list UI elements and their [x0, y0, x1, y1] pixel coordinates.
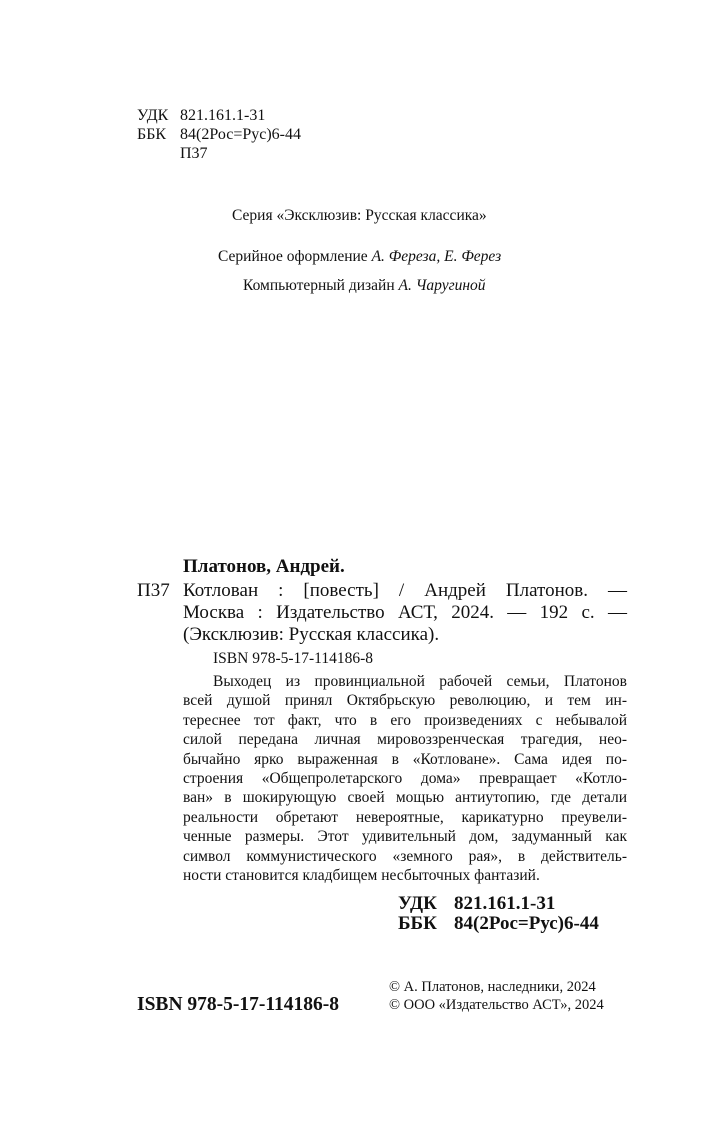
- annotation-line: Выходец из провинциальной рабочей семьи, Платонов: [213, 673, 627, 690]
- annotation-line: бычайно ярко выраженная в «Котловане». Сама идея по-: [183, 750, 627, 768]
- annotation-line: ченные размеры. Этот удивительный дом, задуманный как: [183, 828, 627, 846]
- top-udk-label: УДК: [137, 107, 169, 124]
- annotation-line: тереснее тот факт, что в его произведениях с небывалой: [183, 711, 627, 729]
- computer-name: А. Чаругиной: [398, 277, 486, 294]
- annotation-line: реальности обретают невероятные, карикатурно преувели-: [183, 808, 627, 826]
- top-udk-value: 821.161.1-31: [180, 107, 266, 124]
- design-credit: [218, 248, 501, 266]
- annotation-line: всей душой принял Октябрьскую революцию, и тем ин-: [183, 692, 627, 710]
- series-line: Серия «Эксклюзив: Русская классика»: [232, 207, 487, 224]
- bib-line-3: (Эксклюзив: Русская классика).: [183, 624, 440, 645]
- bottom-udk-value: 821.161.1-31: [454, 893, 556, 914]
- top-bbk-value: 84(2Рос=Рус)6-44: [180, 126, 302, 143]
- bib-isbn: ISBN 978-5-17-114186-8: [213, 650, 374, 667]
- bib-line-2: Москва : Издательство АСТ, 2024. — 192 с. —: [183, 602, 627, 623]
- annotation-line: ван» в шокирующую своей мощью антиутопию, где детали: [183, 789, 627, 807]
- bottom-bbk-label: ББК: [398, 913, 437, 934]
- top-author-sign: П37: [180, 145, 208, 162]
- bottom-udk-label: УДК: [398, 893, 437, 914]
- annotation-line: силой передана личная мировоззренческая трагедия, нео-: [183, 731, 627, 749]
- annotation-line: символ коммунистического «земного рая», в действитель-: [183, 847, 627, 865]
- footer-isbn: ISBN 978-5-17-114186-8: [137, 994, 340, 1015]
- annotation-paragraph: [183, 672, 627, 885]
- bib-author: Платонов, Андрей.: [183, 556, 345, 577]
- copyright-publisher: © ООО «Издательство АСТ», 2024: [389, 997, 604, 1013]
- design-label: Серийное оформление: [218, 248, 372, 265]
- copyright-author: © А. Платонов, наследники, 2024: [389, 979, 596, 995]
- bib-sign: П37: [137, 580, 170, 601]
- computer-label: Компьютерный дизайн: [243, 277, 399, 294]
- top-bbk-label: ББК: [137, 126, 167, 143]
- annotation-line: строения «Общепролетарского дома» превращает «Котло-: [183, 770, 627, 788]
- bib-line-1: Котлован : [повесть] / Андрей Платонов. —: [183, 580, 627, 601]
- bottom-bbk-value: 84(2Рос=Рус)6-44: [454, 913, 599, 934]
- annotation-line: ности становится кладбищем несбыточных фантазий.: [183, 867, 540, 885]
- computer-design-credit: [243, 277, 486, 295]
- design-names: А. Фереза, Е. Ферез: [371, 248, 502, 265]
